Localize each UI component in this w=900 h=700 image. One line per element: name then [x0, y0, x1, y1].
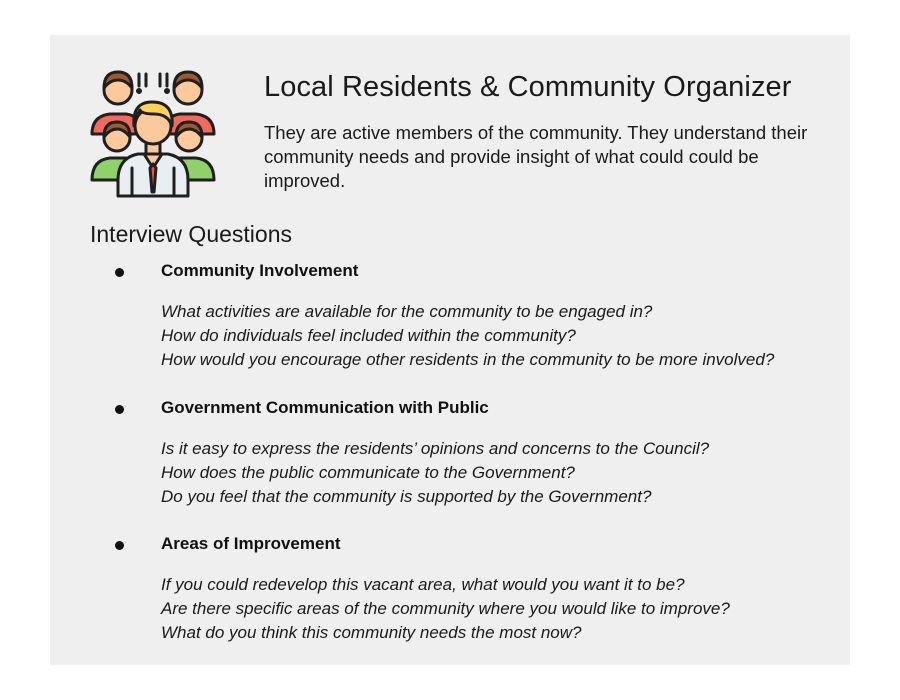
question-list	[161, 437, 709, 509]
community-group-icon	[88, 68, 218, 198]
question-item: How would you encourage other residents in the community to be more involved?	[161, 350, 775, 369]
bullet-icon	[115, 541, 124, 550]
question-item: What activities are available for the community to be engaged in?	[161, 302, 653, 321]
question-item: Is it easy to express the residents’ opinions and concerns to the Council?	[161, 439, 710, 458]
persona-description: They are active members of the community. They understand their community needs and provide insight of what could could be improved.	[264, 122, 808, 191]
bullet-icon	[115, 405, 124, 414]
question-item: How do individuals feel included within the community?	[161, 326, 576, 345]
topic-title: Areas of Improvement	[161, 534, 341, 553]
question-item: Do you feel that the community is supported by the Government?	[161, 487, 652, 506]
section-heading: Interview Questions	[90, 221, 292, 247]
question-list	[161, 573, 730, 645]
question-item: What do you think this community needs the most now?	[161, 623, 582, 642]
topic-title: Community Involvement	[161, 261, 359, 280]
question-list	[161, 300, 774, 372]
topic-title: Government Communication with Public	[161, 398, 489, 417]
question-item: If you could redevelop this vacant area, what would you want it to be?	[161, 575, 685, 594]
persona-card	[50, 35, 850, 665]
persona-title: Local Residents & Community Organizer	[264, 71, 792, 103]
bullet-icon	[115, 268, 124, 277]
question-item: Are there specific areas of the community where you would like to improve?	[161, 599, 730, 618]
question-item: How does the public communicate to the Government?	[161, 463, 575, 482]
